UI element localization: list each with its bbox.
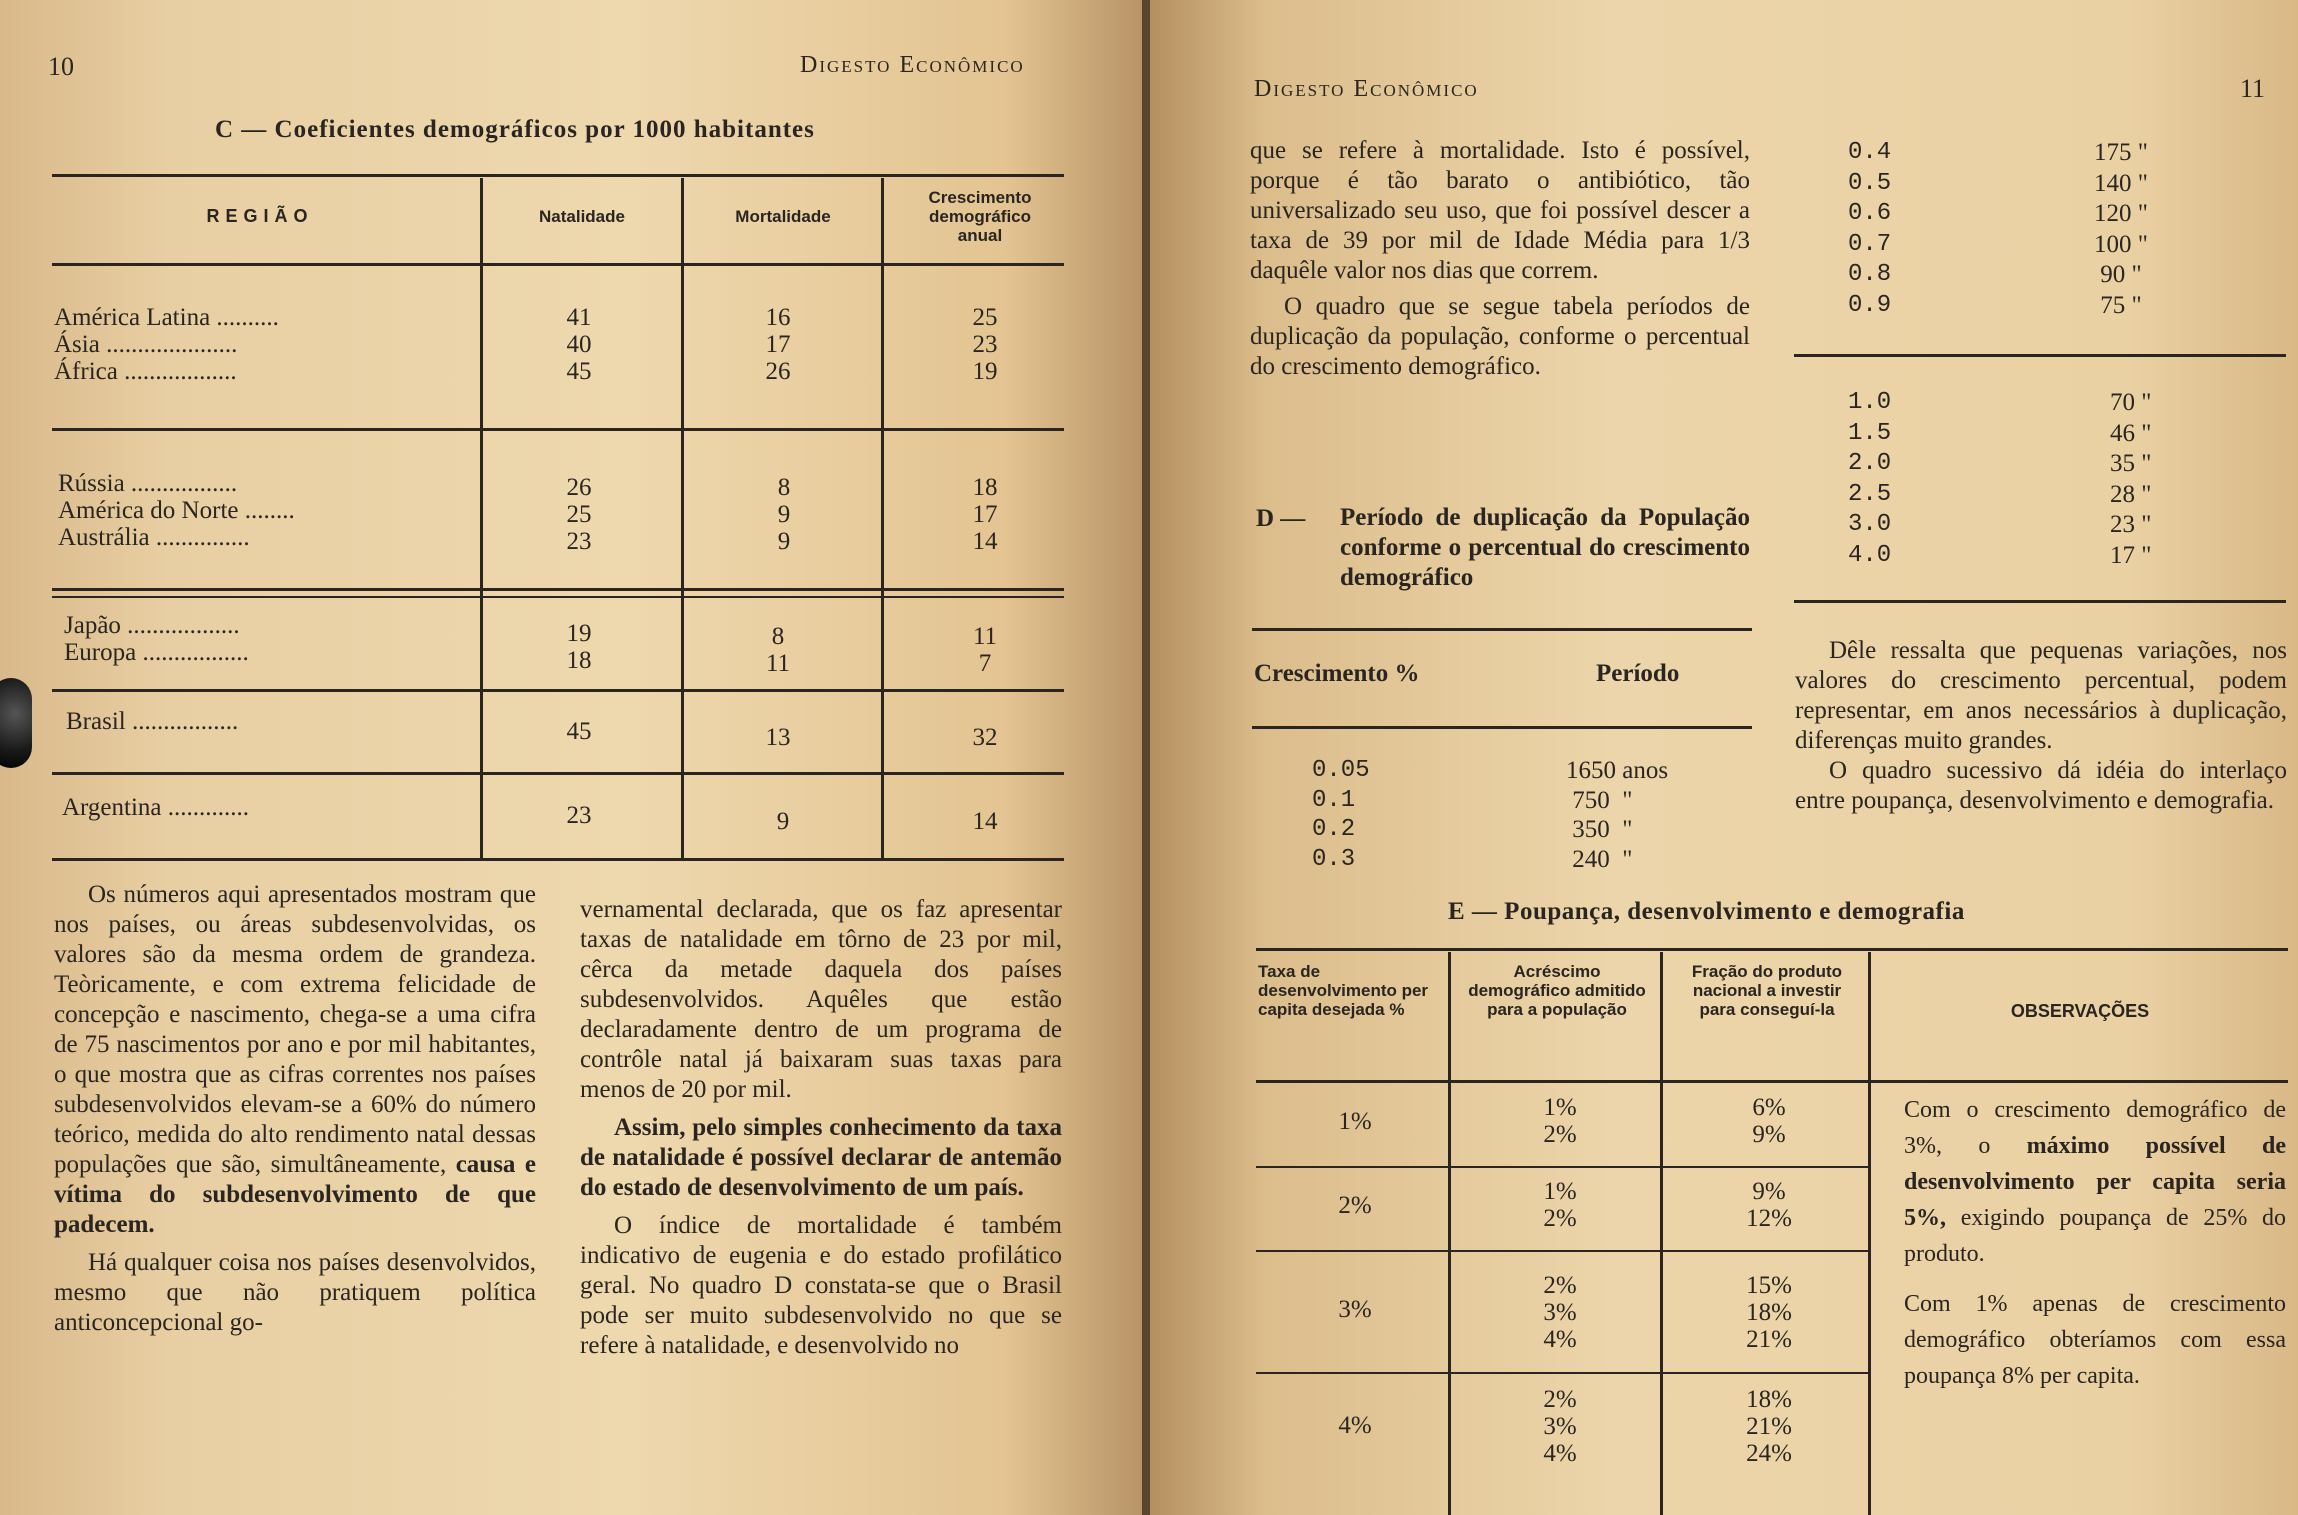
mortalidade-values: 8 11 [765,623,791,677]
table-column-rule [1448,952,1451,1515]
header-observacoes: OBSERVAÇÕES [2010,1001,2150,1021]
running-head: Digesto Econômico [800,52,1025,78]
running-head: Digesto Econômico [1254,76,1479,102]
table-column-rule [1660,952,1663,1515]
period-values: 175 " 140 " 120 " 100 " 90 " 75 " [2094,139,2148,319]
table-e-caption: E — Poupança, desenvolvimento e demografia [1448,898,1965,925]
table-rule [1256,1080,2288,1083]
paragraph: que se refere à mortalidade. Isto é possível, porque é tão barato o antibiótico, tão universalizado seu uso, que foi possível descer a taxa de 39 por mil de Idade Média para 1/3 daquêle valor nos dias que correm. [1250,137,1750,284]
acrescimo-cell: 2% 3% 4% [1543,1272,1577,1353]
table-column-rule [681,178,684,858]
paragraph: O quadro que se segue tabela períodos de duplicação da população, conforme o percentual do crescimento demográfico. [1250,293,1750,380]
page-number: 11 [2240,74,2266,103]
acrescimo-cell: 1% 2% [1543,1178,1577,1232]
table-rule [52,428,1064,431]
table-rule [52,596,1064,598]
table-d-caption: Período de duplicação da População conforme o percentual do crescimento demográfico [1340,504,1750,591]
period-values: 70 " 46 " 35 " 28 " 23 " 17 " [2110,389,2152,569]
header-mortalidade: Mortalidade [735,207,831,226]
table-rule [52,772,1064,775]
obs-bold: máximo possível de desenvolvimento per capita seria 5%, [1904,1133,2287,1231]
fracao-cell: 9% 12% [1746,1178,1792,1232]
mortalidade-values: 13 [765,724,791,751]
region-labels: América Latina .......... Ásia ..................... África .................. [54,304,279,385]
crescimento-values: 18 17 14 [972,474,998,555]
body-column-2 [580,895,1062,1361]
book-gutter [1142,0,1150,1515]
taxa-cell: 3% [1338,1296,1372,1323]
fracao-cell: 15% 18% 21% [1746,1272,1792,1353]
paragraph [1904,1092,2286,1272]
table-rule [1256,1372,1868,1374]
table-column-rule [480,178,483,858]
left-page [0,0,1142,1515]
period-values: 1650 anos 750 " 350 " 240 " [1566,757,1669,873]
table-column-rule [881,178,884,858]
table-rule [1794,354,2286,357]
table-rule [52,689,1064,692]
region-labels: Brasil ................. [66,708,239,735]
taxa-cell: 1% [1338,1108,1372,1135]
table-rule [1794,600,2286,603]
table-rule [1256,1250,1868,1252]
fracao-cell: 18% 21% 24% [1746,1386,1792,1467]
growth-values: 0.05 0.1 0.2 0.3 [1312,757,1370,873]
mortalidade-values: 16 17 26 [765,304,791,385]
header-taxa: Taxa de desenvolvimento per capita desejada % [1258,962,1429,1019]
crescimento-values: 14 [972,808,998,835]
paragraph: vernamental declarada, que os faz apresentar taxas de natalidade em tôrno de 23 por mil, cêrca da metade daquela dos países subdesenvolvidos. Aquêles que estão declaradamente dentro de um programa de contrôle natal já baixaram suas taxas para menos de 20 por mil. [580,896,1062,1103]
obs-text: Com o crescimento demográfico de 3%, o [1904,1097,2286,1159]
header-natalidade: Natalidade [539,207,625,226]
binder-clip [0,678,32,768]
mortalidade-values: 8 9 9 [777,474,791,555]
natalidade-values: 23 [566,802,592,829]
right-page [1150,0,2298,1515]
body-column-2 [1795,636,2287,816]
region-labels: Argentina ............. [62,794,250,821]
header-acrescimo: Acréscimo demográfico admitido para a população [1468,962,1646,1019]
natalidade-values: 19 18 [566,620,592,674]
region-labels: Rússia ................. América do Norte ........ Austrália ............... [58,470,295,551]
header-fracao: Fração do produto nacional a investir para conseguí-la [1691,962,1843,1019]
natalidade-values: 26 25 23 [566,474,592,555]
table-rule [1256,948,2288,951]
table-rule [52,174,1064,177]
paragraph-text: Os números aqui apresentados mostram que nos países, ou áreas subdesenvolvidas, os valores são da mesma ordem de grandeza. Teòricamente, e com extrema felicidade de concepção e nascimento, chega-se a uma cifra de 75 nascimentos por ano e por mil habitantes, o que mostra que as cifras correntes nos países subdesenvolvidos elevam-se a 60% do número teórico, medida do alto rendimento natal dessas populações que são, simultâneamente, [54,881,536,1178]
header-crescimento: Crescimento demográfico anual [928,188,1032,245]
natalidade-values: 41 40 45 [566,304,592,385]
taxa-cell: 4% [1338,1412,1372,1439]
table-column-rule [1868,952,1871,1515]
paragraph: Dêle ressalta que pequenas variações, nos valores do crescimento percentual, podem representar, em anos necessários à duplicação, diferenças muito grandes. [1795,637,2287,754]
crescimento-values: 25 23 19 [972,304,998,385]
region-labels: Japão .................. Europa ................. [64,612,249,666]
table-rule [52,588,1064,591]
header-periodo: Período [1596,660,1680,687]
taxa-cell: 2% [1338,1192,1372,1219]
paragraph: O quadro sucessivo dá idéia do interlaço entre poupança, desenvolvimento e demografia. [1795,757,2287,814]
paragraph-bold: Assim, pelo simples conhecimento da taxa de natalidade é possível declarar de antemão do estado de desenvolvimento de um país. [580,1114,1062,1201]
header-regiao: REGIÃO [206,206,314,226]
paragraph-bold: causa e vítima do subdesenvolvimento de que padecem. [54,1151,537,1238]
body-column-1 [54,880,536,1338]
paragraph: O índice de mortalidade é também indicativo de eugenia e do estado profilático geral. No quadro D constata-se que o Brasil pode ser muito subdesenvolvido no que se refere à natalidade, e desenvolvido no [580,1212,1062,1359]
table-rule [1252,726,1752,729]
table-c-caption: C — Coeficientes demográficos por 1000 habitantes [215,116,815,143]
table-rule [52,263,1064,266]
paragraph: Há qualquer coisa nos países desenvolvidos, mesmo que não pratiquem política anticoncepcional go- [54,1249,536,1336]
natalidade-values: 45 [566,718,592,745]
paragraph [54,880,536,1240]
observations [1904,1092,2286,1394]
table-rule [1252,628,1752,631]
table-d-label: D — [1256,505,1306,532]
acrescimo-cell: 2% 3% 4% [1543,1386,1577,1467]
obs-text: exigindo poupança de 25% do produto. [1904,1205,2287,1267]
acrescimo-cell: 1% 2% [1543,1094,1577,1148]
paragraph: Com 1% apenas de crescimento demográfico obteríamos com essa poupança 8% per capita. [1904,1291,2286,1389]
growth-values: 0.4 0.5 0.6 0.7 0.8 0.9 [1848,139,1892,319]
table-rule [1256,1166,1868,1168]
crescimento-values: 11 7 [972,623,998,677]
body-column-1 [1250,136,1750,382]
crescimento-values: 32 [972,724,998,751]
growth-values: 1.0 1.5 2.0 2.5 3.0 4.0 [1848,389,1892,569]
header-crescimento: Crescimento % [1254,660,1420,687]
fracao-cell: 6% 9% [1752,1094,1786,1148]
mortalidade-values: 9 [776,808,790,835]
page-number: 10 [48,52,74,81]
table-rule [52,858,1064,861]
